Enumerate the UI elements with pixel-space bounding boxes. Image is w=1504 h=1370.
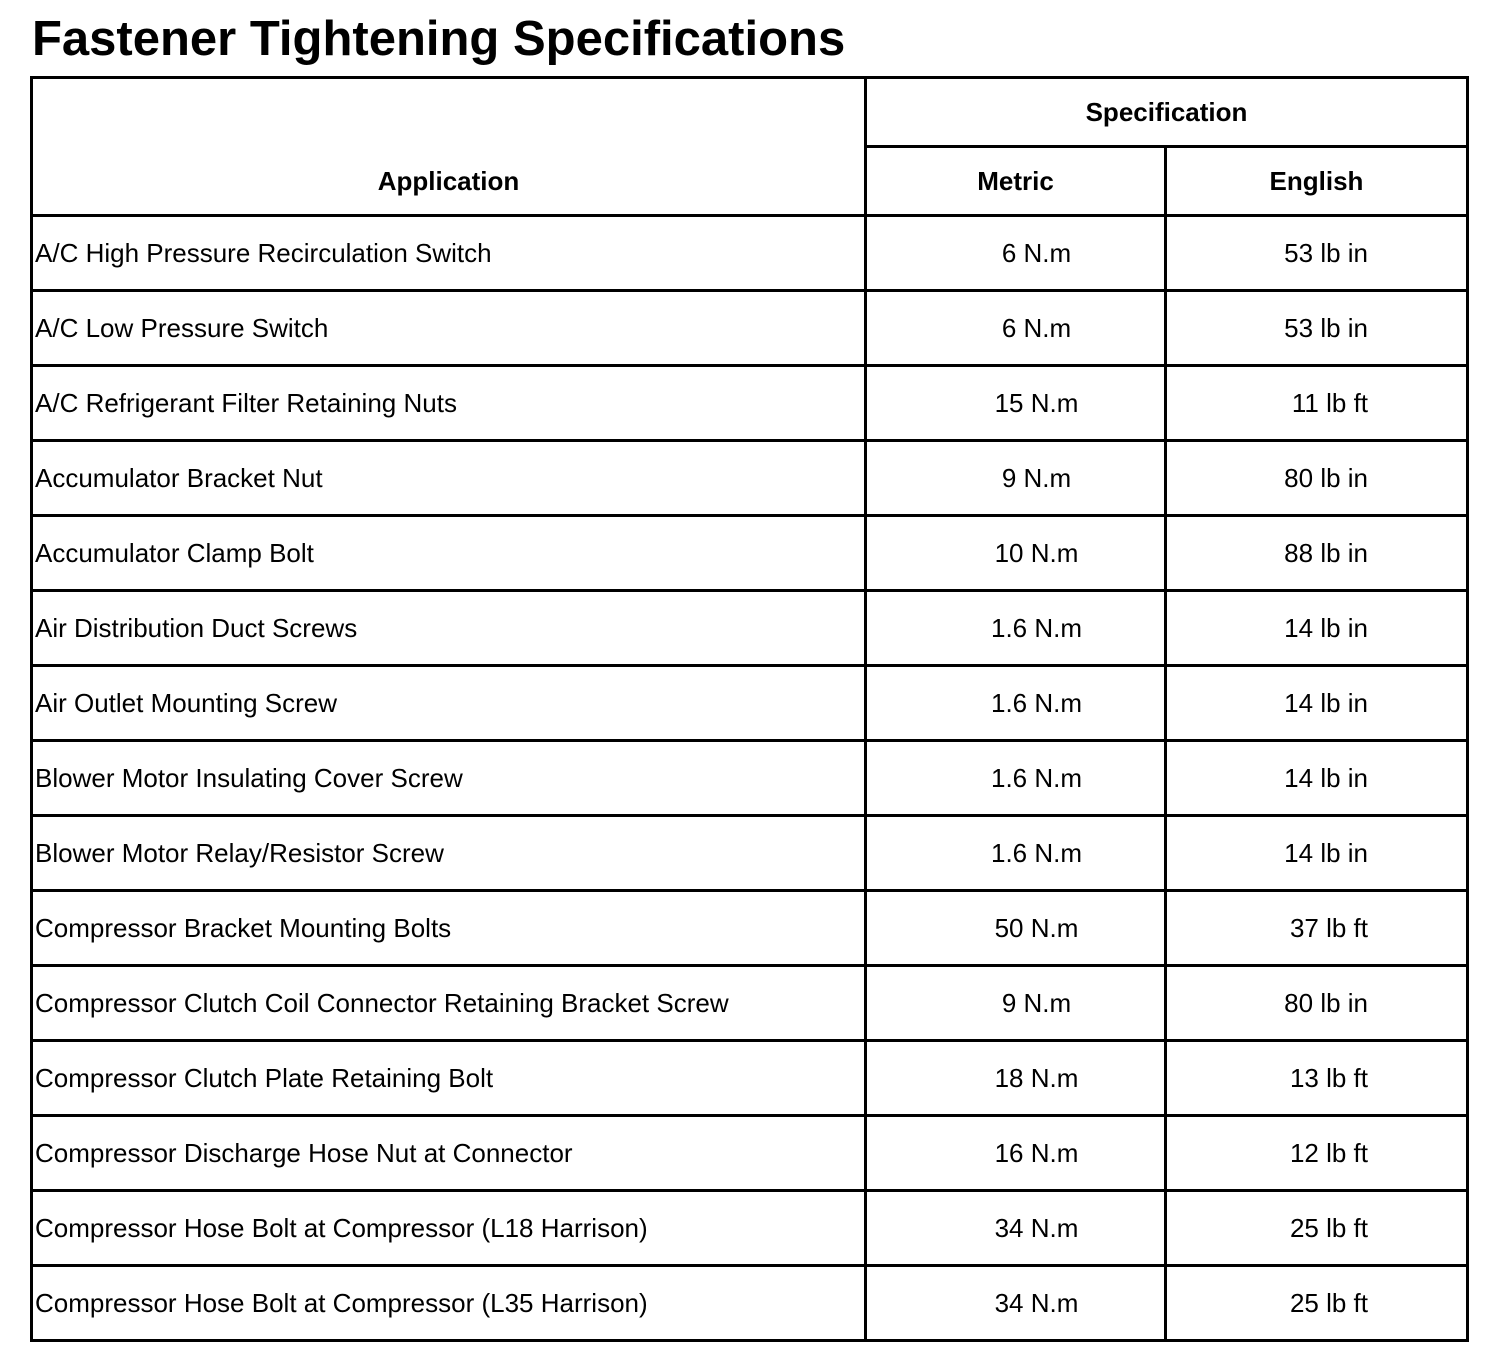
metric-column-header: Metric [866, 147, 1166, 216]
application-cell: Accumulator Bracket Nut [32, 441, 866, 516]
application-cell: Blower Motor Relay/Resistor Screw [32, 816, 866, 891]
metric-cell: 34 N.m [866, 1266, 1166, 1341]
application-cell: Compressor Clutch Coil Connector Retaining Bracket Screw [32, 966, 866, 1041]
metric-cell: 1.6 N.m [866, 591, 1166, 666]
table-row [32, 1116, 1468, 1191]
metric-cell: 18 N.m [866, 1041, 1166, 1116]
english-cell: 80 lb in [1166, 966, 1468, 1041]
specifications-table [30, 76, 1469, 1342]
english-cell: 11 lb ft [1166, 366, 1468, 441]
english-cell: 80 lb in [1166, 441, 1468, 516]
application-cell: Compressor Hose Bolt at Compressor (L35 Harrison) [32, 1266, 866, 1341]
english-cell: 14 lb in [1166, 816, 1468, 891]
application-cell: A/C Refrigerant Filter Retaining Nuts [32, 366, 866, 441]
specification-column-header: Specification [866, 78, 1468, 147]
application-cell: Compressor Bracket Mounting Bolts [32, 891, 866, 966]
metric-cell: 9 N.m [866, 441, 1166, 516]
metric-cell: 10 N.m [866, 516, 1166, 591]
application-column-header: Application [32, 78, 866, 216]
table-row [32, 666, 1468, 741]
english-cell: 14 lb in [1166, 741, 1468, 816]
table-row [32, 591, 1468, 666]
header-row-1 [32, 78, 1468, 147]
english-cell: 88 lb in [1166, 516, 1468, 591]
metric-cell: 6 N.m [866, 291, 1166, 366]
english-cell: 13 lb ft [1166, 1041, 1468, 1116]
metric-cell: 9 N.m [866, 966, 1166, 1041]
table-row [32, 291, 1468, 366]
table-row [32, 366, 1468, 441]
table-row [32, 891, 1468, 966]
table-row [32, 216, 1468, 291]
application-cell: Air Outlet Mounting Screw [32, 666, 866, 741]
english-cell: 25 lb ft [1166, 1266, 1468, 1341]
english-cell: 25 lb ft [1166, 1191, 1468, 1266]
metric-cell: 1.6 N.m [866, 666, 1166, 741]
metric-cell: 1.6 N.m [866, 816, 1166, 891]
english-cell: 14 lb in [1166, 591, 1468, 666]
english-cell: 53 lb in [1166, 216, 1468, 291]
application-cell: Accumulator Clamp Bolt [32, 516, 866, 591]
metric-cell: 1.6 N.m [866, 741, 1166, 816]
application-cell: Compressor Hose Bolt at Compressor (L18 Harrison) [32, 1191, 866, 1266]
table-row [32, 1041, 1468, 1116]
table-row [32, 816, 1468, 891]
application-cell: Compressor Discharge Hose Nut at Connector [32, 1116, 866, 1191]
table-row [32, 516, 1468, 591]
table-row [32, 1191, 1468, 1266]
english-column-header: English [1166, 147, 1468, 216]
page-title: Fastener Tightening Specifications [32, 12, 846, 66]
metric-cell: 6 N.m [866, 216, 1166, 291]
english-cell: 14 lb in [1166, 666, 1468, 741]
application-cell: Air Distribution Duct Screws [32, 591, 866, 666]
table-row [32, 441, 1468, 516]
table-row [32, 741, 1468, 816]
metric-cell: 34 N.m [866, 1191, 1166, 1266]
english-cell: 37 lb ft [1166, 891, 1468, 966]
metric-cell: 16 N.m [866, 1116, 1166, 1191]
table-body [32, 216, 1468, 1341]
english-cell: 53 lb in [1166, 291, 1468, 366]
table-row [32, 1266, 1468, 1341]
table-row [32, 966, 1468, 1041]
english-cell: 12 lb ft [1166, 1116, 1468, 1191]
table-header [32, 78, 1468, 216]
metric-cell: 50 N.m [866, 891, 1166, 966]
application-cell: Blower Motor Insulating Cover Screw [32, 741, 866, 816]
application-cell: Compressor Clutch Plate Retaining Bolt [32, 1041, 866, 1116]
application-cell: A/C High Pressure Recirculation Switch [32, 216, 866, 291]
metric-cell: 15 N.m [866, 366, 1166, 441]
application-cell: A/C Low Pressure Switch [32, 291, 866, 366]
